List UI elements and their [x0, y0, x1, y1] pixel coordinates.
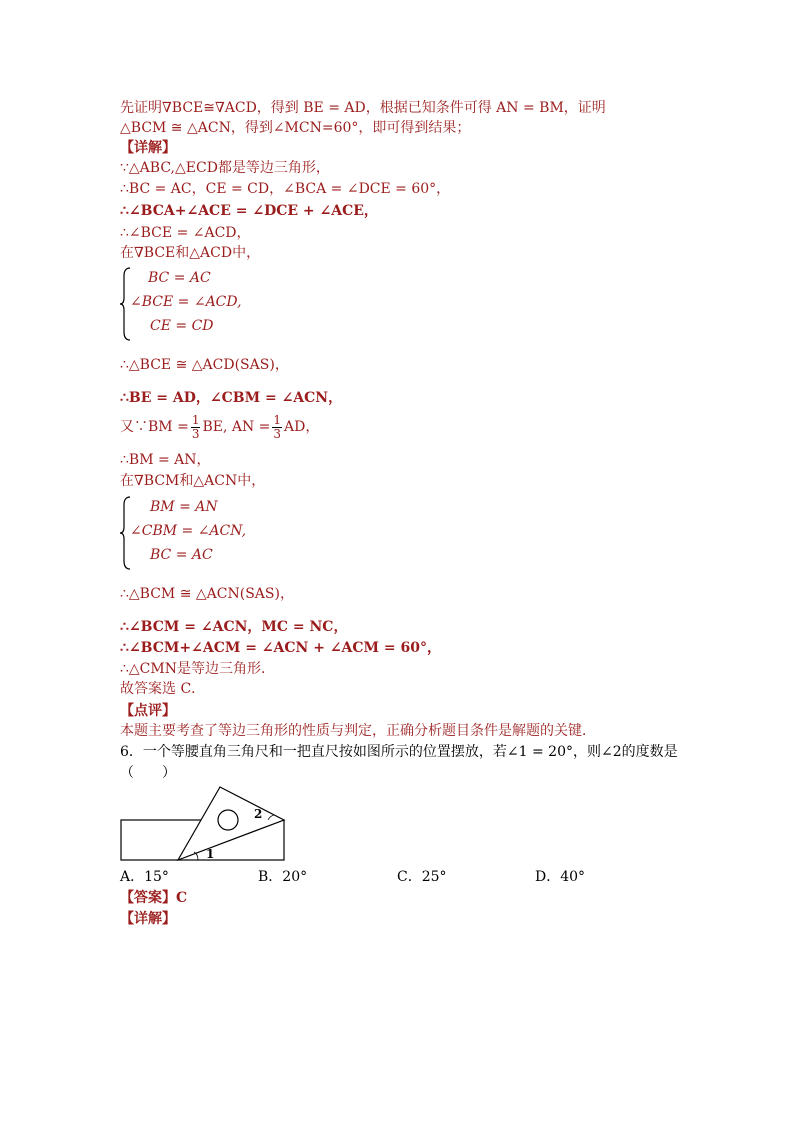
option-d: D．40°	[535, 869, 586, 885]
solution-line-2: △BCM ≅ △ACN，得到∠MCN=60°，即可得到结果；	[120, 120, 471, 136]
question-6-text: 6．一个等腰直角三角尺和一把直尺按如图所示的位置摆放，若∠1 = 20°，则∠2的度数是	[120, 744, 678, 760]
detail-line-15: 故答案选 C．	[120, 681, 206, 697]
comment-header: 【点评】	[120, 703, 176, 719]
fraction-numerator-2: 1	[273, 412, 282, 427]
option-b: B．20°	[258, 869, 308, 885]
system1-row-2: ∠BCE = ∠ACD,	[130, 294, 242, 310]
system2-row-2: ∠CBM = ∠ACN,	[130, 523, 247, 539]
triangle-shape	[178, 787, 284, 860]
fraction-one-third	[191, 414, 201, 441]
equation-system-2	[120, 495, 260, 571]
detail-line-6: ∴△BCE ≅ △ACD(SAS)，	[120, 357, 289, 373]
detail-line-7: ∴BE = AD，∠CBM = ∠ACN，	[120, 390, 343, 406]
detail-line-4: ∴∠BCE = ∠ACD，	[120, 225, 251, 241]
detail-line-12: ∴∠BCM = ∠ACN，MC = NC，	[120, 619, 348, 635]
ruler-triangle-figure	[118, 784, 288, 864]
solution-line-1: 先证明∇BCE≅∇ACD，得到 BE = AD，根据已知条件可得 AN = BM，证明	[120, 100, 606, 116]
system1-row-3: CE = CD	[150, 318, 214, 334]
detail-header-2: 【详解】	[120, 911, 176, 927]
detail-header: 【详解】	[120, 140, 176, 156]
answer-line: 【答案】C	[120, 890, 188, 906]
detail-line-10: 在∇BCM和△ACN中，	[120, 473, 266, 489]
angle-2-label: 2	[254, 807, 263, 821]
system1-row-1: BC = AC	[148, 270, 211, 286]
fraction-numerator: 1	[191, 412, 200, 427]
detail-line-3: ∴∠BCA+∠ACE = ∠DCE + ∠ACE，	[120, 203, 378, 219]
system2-row-3: BC = AC	[150, 547, 213, 563]
angle-1-label: 1	[206, 847, 215, 861]
detail-line-14: ∴△CMN是等边三角形．	[120, 661, 275, 677]
detail-line-9: ∴BM = AN，	[120, 452, 211, 468]
detail-line-8	[120, 412, 319, 442]
line8-prefix: 又∵BM =	[120, 419, 189, 435]
detail-line-11: ∴△BCM ≅ △ACN(SAS)，	[120, 586, 294, 602]
fraction-one-third-2	[272, 414, 282, 441]
detail-line-5: 在∇BCE和△ACD中，	[120, 245, 261, 261]
system2-row-1: BM = AN	[150, 499, 218, 515]
fraction-denominator: 3	[191, 426, 200, 441]
fraction-denominator-2: 3	[273, 426, 282, 441]
detail-line-2: ∴BC = AC，CE = CD，∠BCA = ∠DCE = 60°，	[120, 181, 451, 197]
question-6-paren: （ ）	[120, 765, 176, 781]
detail-line-1: ∵△ABC,△ECD都是等边三角形，	[120, 160, 330, 176]
line8-mid: BE, AN =	[202, 419, 271, 435]
line8-suffix: AD，	[284, 419, 320, 435]
equation-system-1	[120, 266, 260, 342]
option-a: A．15°	[120, 869, 169, 885]
comment-line: 本题主要考查了等边三角形的性质与判定，正确分析题目条件是解题的关键．	[120, 723, 596, 739]
detail-line-13: ∴∠BCM+∠ACM = ∠ACN + ∠ACM = 60°，	[120, 640, 442, 656]
option-c: C．25°	[397, 869, 447, 885]
